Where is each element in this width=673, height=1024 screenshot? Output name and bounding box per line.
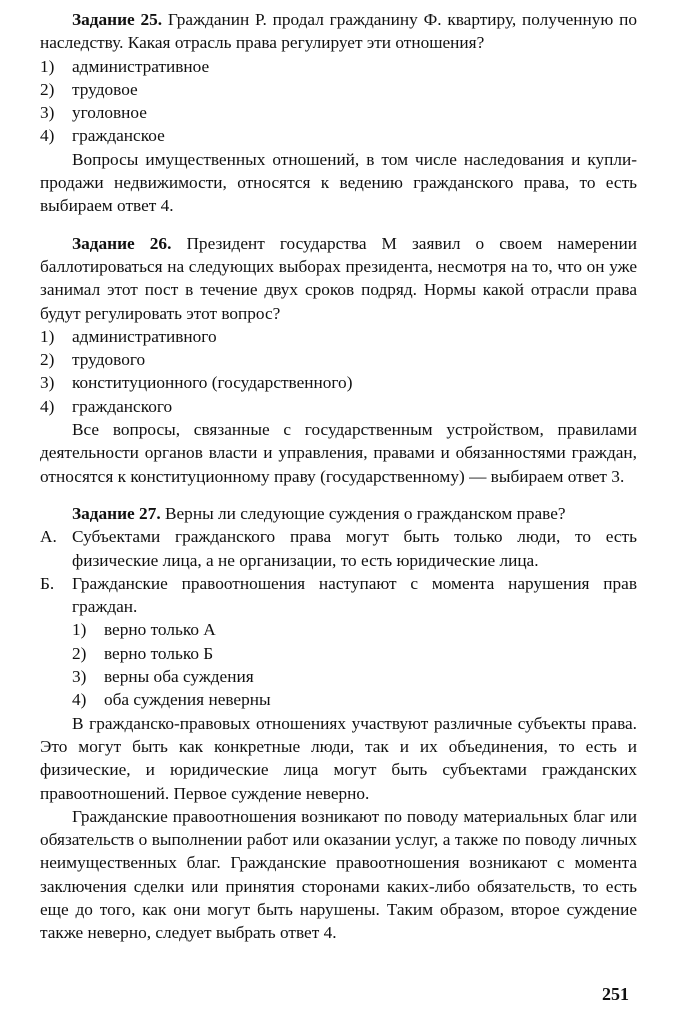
option-number: 4) [72, 690, 87, 710]
answer-option [40, 348, 637, 371]
task-title: Задание 25. [72, 10, 163, 29]
option-number: 2) [40, 79, 55, 99]
option-text: трудового [72, 350, 146, 370]
question-text: Гражданин Р. продал гражданину Ф. квартиру, полученную по наследству. Какая отрасль права регулирует эти отношения? [40, 10, 637, 53]
task-question [40, 502, 637, 525]
option-text: уголовное [72, 103, 147, 123]
answer-option [40, 78, 637, 101]
answer-option [40, 665, 637, 688]
statement-b [40, 572, 637, 619]
option-number: 3) [72, 667, 87, 687]
answer-explanation: Все вопросы, связанные с государственным устройством, правилами деятельности органов власти и управления, правами и обязанностями граждан, относятся к конституционному праву (государственному) — выбираем ответ 3. [40, 420, 637, 486]
option-text: верно только Б [104, 643, 214, 663]
task-title: Задание 27. [72, 503, 161, 523]
answer-option [40, 395, 637, 418]
option-number: 4) [40, 126, 55, 146]
statement-a [40, 525, 637, 572]
answer-option [40, 124, 637, 147]
option-text: трудовое [72, 79, 138, 99]
option-text: оба суждения неверны [104, 690, 271, 710]
option-text: верны оба суждения [104, 667, 254, 687]
option-text: гражданское [72, 126, 165, 146]
answer-options [40, 325, 637, 418]
statement-letter: Б. [40, 573, 55, 593]
option-number: 2) [72, 643, 87, 663]
answer-option [40, 371, 637, 394]
option-number: 1) [72, 620, 87, 640]
option-text: гражданского [72, 396, 173, 416]
question-text: Верны ли следующие суждения о гражданском праве? [164, 503, 566, 523]
task-question [40, 232, 637, 325]
task-title: Задание 26. [72, 233, 172, 253]
answer-explanation: В гражданско-правовых отношениях участвуют различные субъекты права. Это могут быть как конкретные люди, так и их объединения, то есть и физические, и юридические лица могут быть субъектами гражданских правоотношений. Первое суждение неверно. [40, 713, 637, 803]
option-number: 1) [40, 326, 55, 346]
answer-options [40, 618, 637, 711]
option-text: верно только А [104, 620, 216, 640]
option-number: 4) [40, 396, 55, 416]
option-number: 3) [40, 373, 55, 393]
option-text: административного [72, 326, 217, 346]
statement-text: Субъектами гражданского права могут быть только люди, то есть физические лица, а не организации, то есть юридические лица. [72, 527, 637, 570]
answer-option [40, 642, 637, 665]
task-25 [40, 8, 637, 218]
answer-option [40, 101, 637, 124]
answer-option [40, 325, 637, 348]
question-text: Президент государства М заявил о своем намерении баллотироваться на следующих выборах президента, несмотря на то, что он уже занимал этот пост в течение двух сроков подряд. Нормы какой отрасли права будут регулировать этот вопрос? [40, 233, 637, 323]
option-number: 2) [40, 350, 55, 370]
answer-option [40, 618, 637, 641]
task-27 [40, 502, 637, 945]
statement-letter: А. [40, 527, 57, 547]
answer-option [40, 55, 637, 78]
option-text: конституционного (государственного) [72, 373, 353, 393]
option-number: 3) [40, 103, 55, 123]
answer-explanation: Вопросы имущественных отношений, в том числе наследования и купли-продажи недвижимости, относятся к ведению гражданского права, то есть выбираем ответ 4. [40, 149, 637, 216]
option-number: 1) [40, 56, 55, 76]
answer-option [40, 688, 637, 711]
page-number: 251 [602, 984, 629, 1004]
answer-explanation: Гражданские правоотношения возникают по поводу материальных благ или обязательств о выполнении работ или оказании услуг, а также по поводу личных неимущественных благ. Гражданские правоотношения возникают с момента заключения сделки или принятия сторонами каких-либо обязательств, то есть еще до того, как они могут быть нарушены. Таким образом, второе суждение также неверно, следует выбрать ответ 4. [40, 806, 637, 943]
option-text: административное [72, 56, 210, 76]
task-question [40, 8, 637, 55]
answer-options [40, 55, 637, 148]
statement-text: Гражданские правоотношения наступают с момента нарушения прав граждан. [72, 573, 637, 617]
task-26 [40, 232, 637, 488]
